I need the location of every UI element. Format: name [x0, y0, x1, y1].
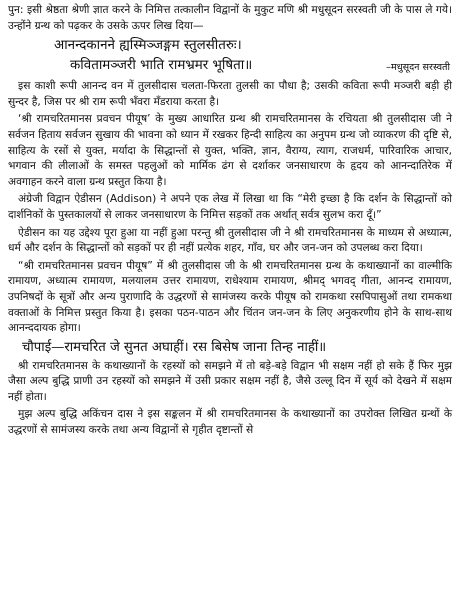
- verse-line-1: आनन्दकानने ह्यस्मिञ्जङ्गम स्तुलसीतरुः।: [54, 38, 242, 54]
- paragraph-madhusudan-intro: पुन: इसी श्रेष्ठता श्रेणी ज्ञात करने के निमित्त तत्कालीन विद्वानों के मुकुट मणि श्री मधुसूदन सरस्वती जी के पास ले गये। उन्होंने ग्रन्थ को पढ़कर के उसके ऊपर लिख दिया—: [8, 4, 452, 32]
- paragraph-addison-fulfilled: ऐडीसन का यह उद्देश्य पूरा हुआ या नहीं हुआ परन्तु श्री तुलसीदास जी ने श्री रामचरितमानस के माध्यम से अध्यात्म, धर्म और दर्शन के सिद्धान्तों को सड़कों पर ही नहीं प्रत्येक शहर, गाँव, घर और जन-जन को उपलब्ध करा दिया।: [8, 226, 452, 255]
- verse-attribution: –मधुसूदन सरस्वती: [386, 62, 450, 74]
- paragraph-pravachan-piyush: “श्री रामचरितमानस प्रवचन पीयूष” में श्री तुलसीदास जी के श्री रामचरितमानस ग्रन्थ के कथाख्यानों का वाल्मीकि रामायण, अध्यात्म रामायण, मलयालम उत्तर रामायण, राधेश्याम रामायण, श्रीमद् भगवद् गीता, आनन्द रामायण, उपनिषदों के सूत्रों और अन्य पुराणादि के उद्धरणों से सामंजस्य करके पीयूष को रामकथा रसपिपासुओं तथा रामकथा वक्ताओं के निमित्त प्रस्तुत किया है। इसका पठन-पाठन और चिंतन जन-जन के लिए अनुकरणीय होने के साथ-साथ आनन्ददायक होगा।: [8, 259, 452, 335]
- verse-line-2: कवितामञ्जरी भाति रामभ्रमर भूषिता॥: [70, 58, 253, 74]
- paragraph-mysteries: श्री रामचरितमानस के कथाख्यानों के रहस्यों को समझने में तो बड़े-बड़े विद्वान भी सक्षम नहीं हो सके हैं फिर मुझ जैसा अल्प बुद्धि प्राणी उन रहस्यों को समझने में उसी प्रकार सक्षम नहीं है, जैसे उल्लू दिन में सूर्य को देखने में सक्षम नहीं होता।: [8, 359, 452, 403]
- paragraph-addison-quote: अंग्रेजी विद्वान ऐडीसन (Addison) ने अपने एक लेख में लिखा था कि “मेरी इच्छा है कि दर्शन के सिद्धान्तों को दार्शनिकों के पुस्तकालयों से लाकर जनसाधारण के निमित्त सड़कों तक अर्थात् सर्वत्र सुलभ करा दूँ।”: [8, 193, 452, 221]
- paragraph-compiler-note: मुझ अल्प बुद्धि अकिंचन दास ने इस सङ्कलन में श्री रामचरितमानस के कथाख्यानों का उपरोक्त लिखित ग्रन्थों के उद्धरणों से सामंजस्य करके तथा अन्य विद्वानों से गृहीत दृष्टान्तों से: [8, 408, 452, 437]
- document-page: [8, 0, 452, 439]
- paragraph-ramcharitmanas-purpose: ‘श्री रामचरितमानस प्रवचन पीयूष’ के मुख्य आधारित ग्रन्थ श्री रामचरितमानस के रचियता श्री तुलसीदास जी ने सर्वजन हिताय सर्वजन सुखाय की भावना को ध्यान में रखकर हिन्दी साहित्य का अनुपम ग्रन्थ जो व्याकरण की दृष्टि से, साहित्य के रसों से युक्त, मर्यादा के सिद्धान्तों से युक्त, भक्ति, ज्ञान, वैराग्य, त्याग, राजधर्म, पारिवारिक आचार, भगवान की लीलाओं के समस्त पहलुओं को मार्मिक ढंग से दर्शाकर जनसाधारण के हृदय को आनन्दातिरेक में अवगाहन करने वाला ग्रन्थ प्रस्तुत किया है।: [8, 113, 452, 188]
- paragraph-verse-meaning: इस काशी रूपी आनन्द वन में तुलसीदास चलता-फिरता तुलसी का पौधा है; उसकी कविता रूपी मञ्जरी बड़ी ही सुन्दर है, जिस पर श्री राम रूपी भँवरा मँडराया करता है।: [8, 80, 452, 108]
- chaupai-verse: चौपाई—रामचरित जे सुनत अघाहीं। रस बिसेष जाना तिन्ह नाहीं॥: [22, 339, 327, 355]
- sanskrit-verse: [8, 36, 452, 76]
